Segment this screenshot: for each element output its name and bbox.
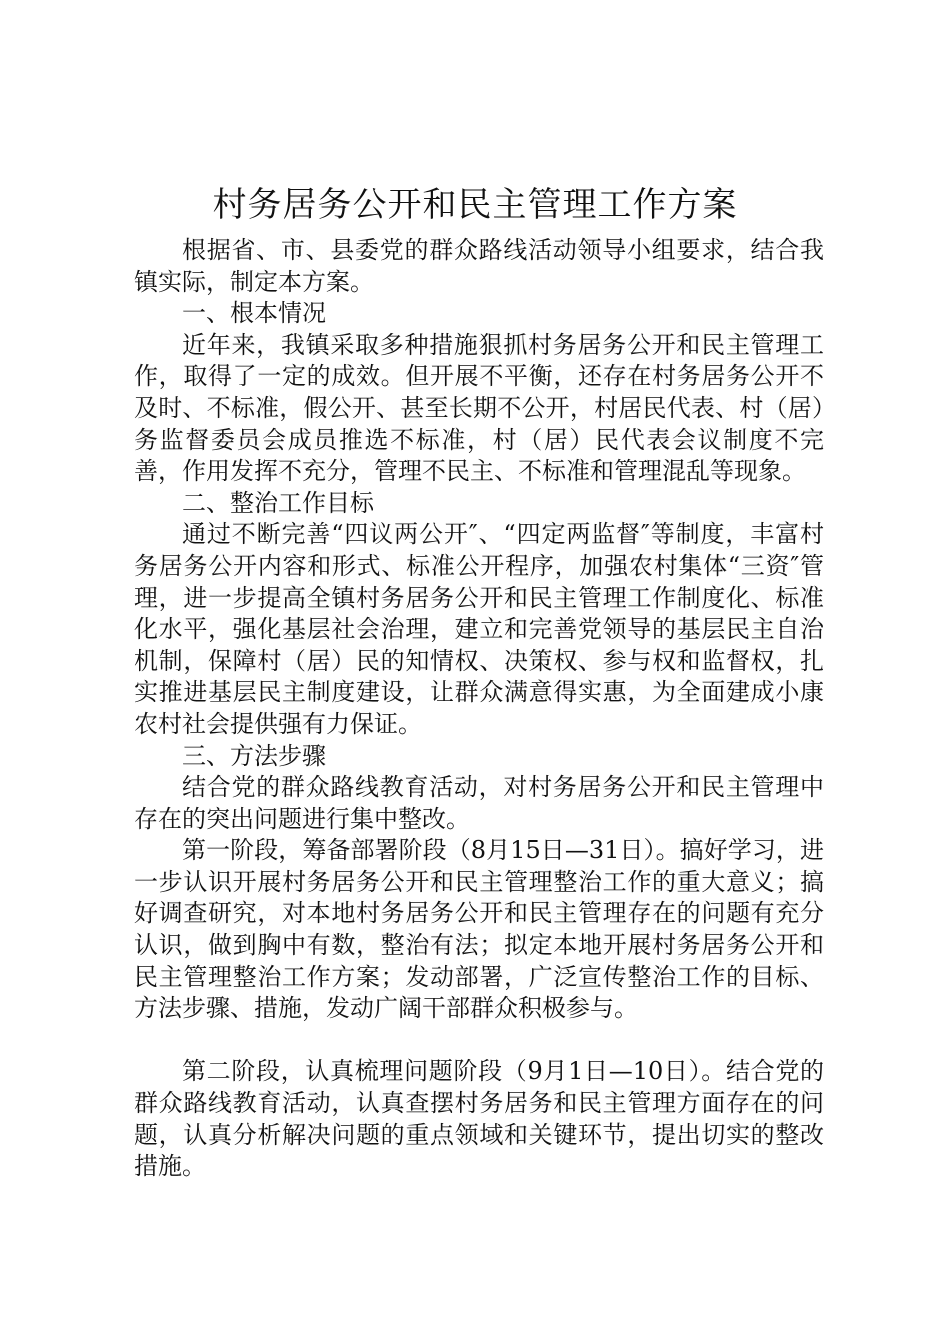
section-heading-goals: 二、整治工作目标: [182, 488, 374, 517]
section-heading-basic-situation: 一、根本情况: [182, 299, 326, 328]
paragraph-intro: 根据省、市、县委党的群众路线活动领导小组要求，结合我镇实际，制定本方案。: [134, 236, 824, 296]
section-heading-steps: 三、方法步骤: [182, 741, 326, 770]
document-title: 村务居务公开和民主管理工作方案: [212, 185, 738, 225]
document-body: [134, 235, 824, 1183]
paragraph-steps-intro: 结合党的群众路线教育活动，对村务居务公开和民主管理中存在的突出问题进行集中整改。: [134, 773, 824, 833]
paragraph-goals: 通过不断完善“四议两公开″、“四定两监督″等制度，丰富村务居务公开内容和形式、标准公开程序，加强农村集体“三资″管理，进一步提高全镇村务居务公开和民主管理工作制度化、标准化水平，强化基层社会治理，建立和完善党领导的基层民主自治机制，保障村（居）民的知情权、决策权、参与权和监督权，扎实推进基层民主制度建设，让群众满意得实惠，为全面建成小康农村社会提供强有力保证。: [134, 520, 824, 738]
paragraph-stage-two: 第二阶段，认真梳理问题阶段（9月1日—10日）。结合党的群众路线教育活动，认真查摆村务居务和民主管理方面存在的问题，认真分析解决问题的重点领域和关键环节，提出切实的整改措施。: [134, 1057, 824, 1181]
paragraph-stage-one: 第一阶段，筹备部署阶段（8月15日—31日）。搞好学习，进一步认识开展村务居务公开和民主管理整治工作的重大意义；搞好调查研究，对本地村务居务公开和民主管理存在的问题有充分认识，做到胸中有数，整治有法；拟定本地开展村务居务公开和民主管理整治工作方案；发动部署，广泛宣传整治工作的目标、方法步骤、措施，发动广阔干部群众积极参与。: [134, 836, 824, 1023]
paragraph-basic-situation: 近年来，我镇采取多种措施狠抓村务居务公开和民主管理工作，取得了一定的成效。但开展不平衡，还存在村务居务公开不及时、不标准，假公开、甚至长期不公开，村居民代表、村（居）务监督委员会成员推选不标准，村（居）民代表会议制度不完善，作用发挥不充分，管理不民主、不标准和管理混乱等现象。: [134, 330, 824, 486]
